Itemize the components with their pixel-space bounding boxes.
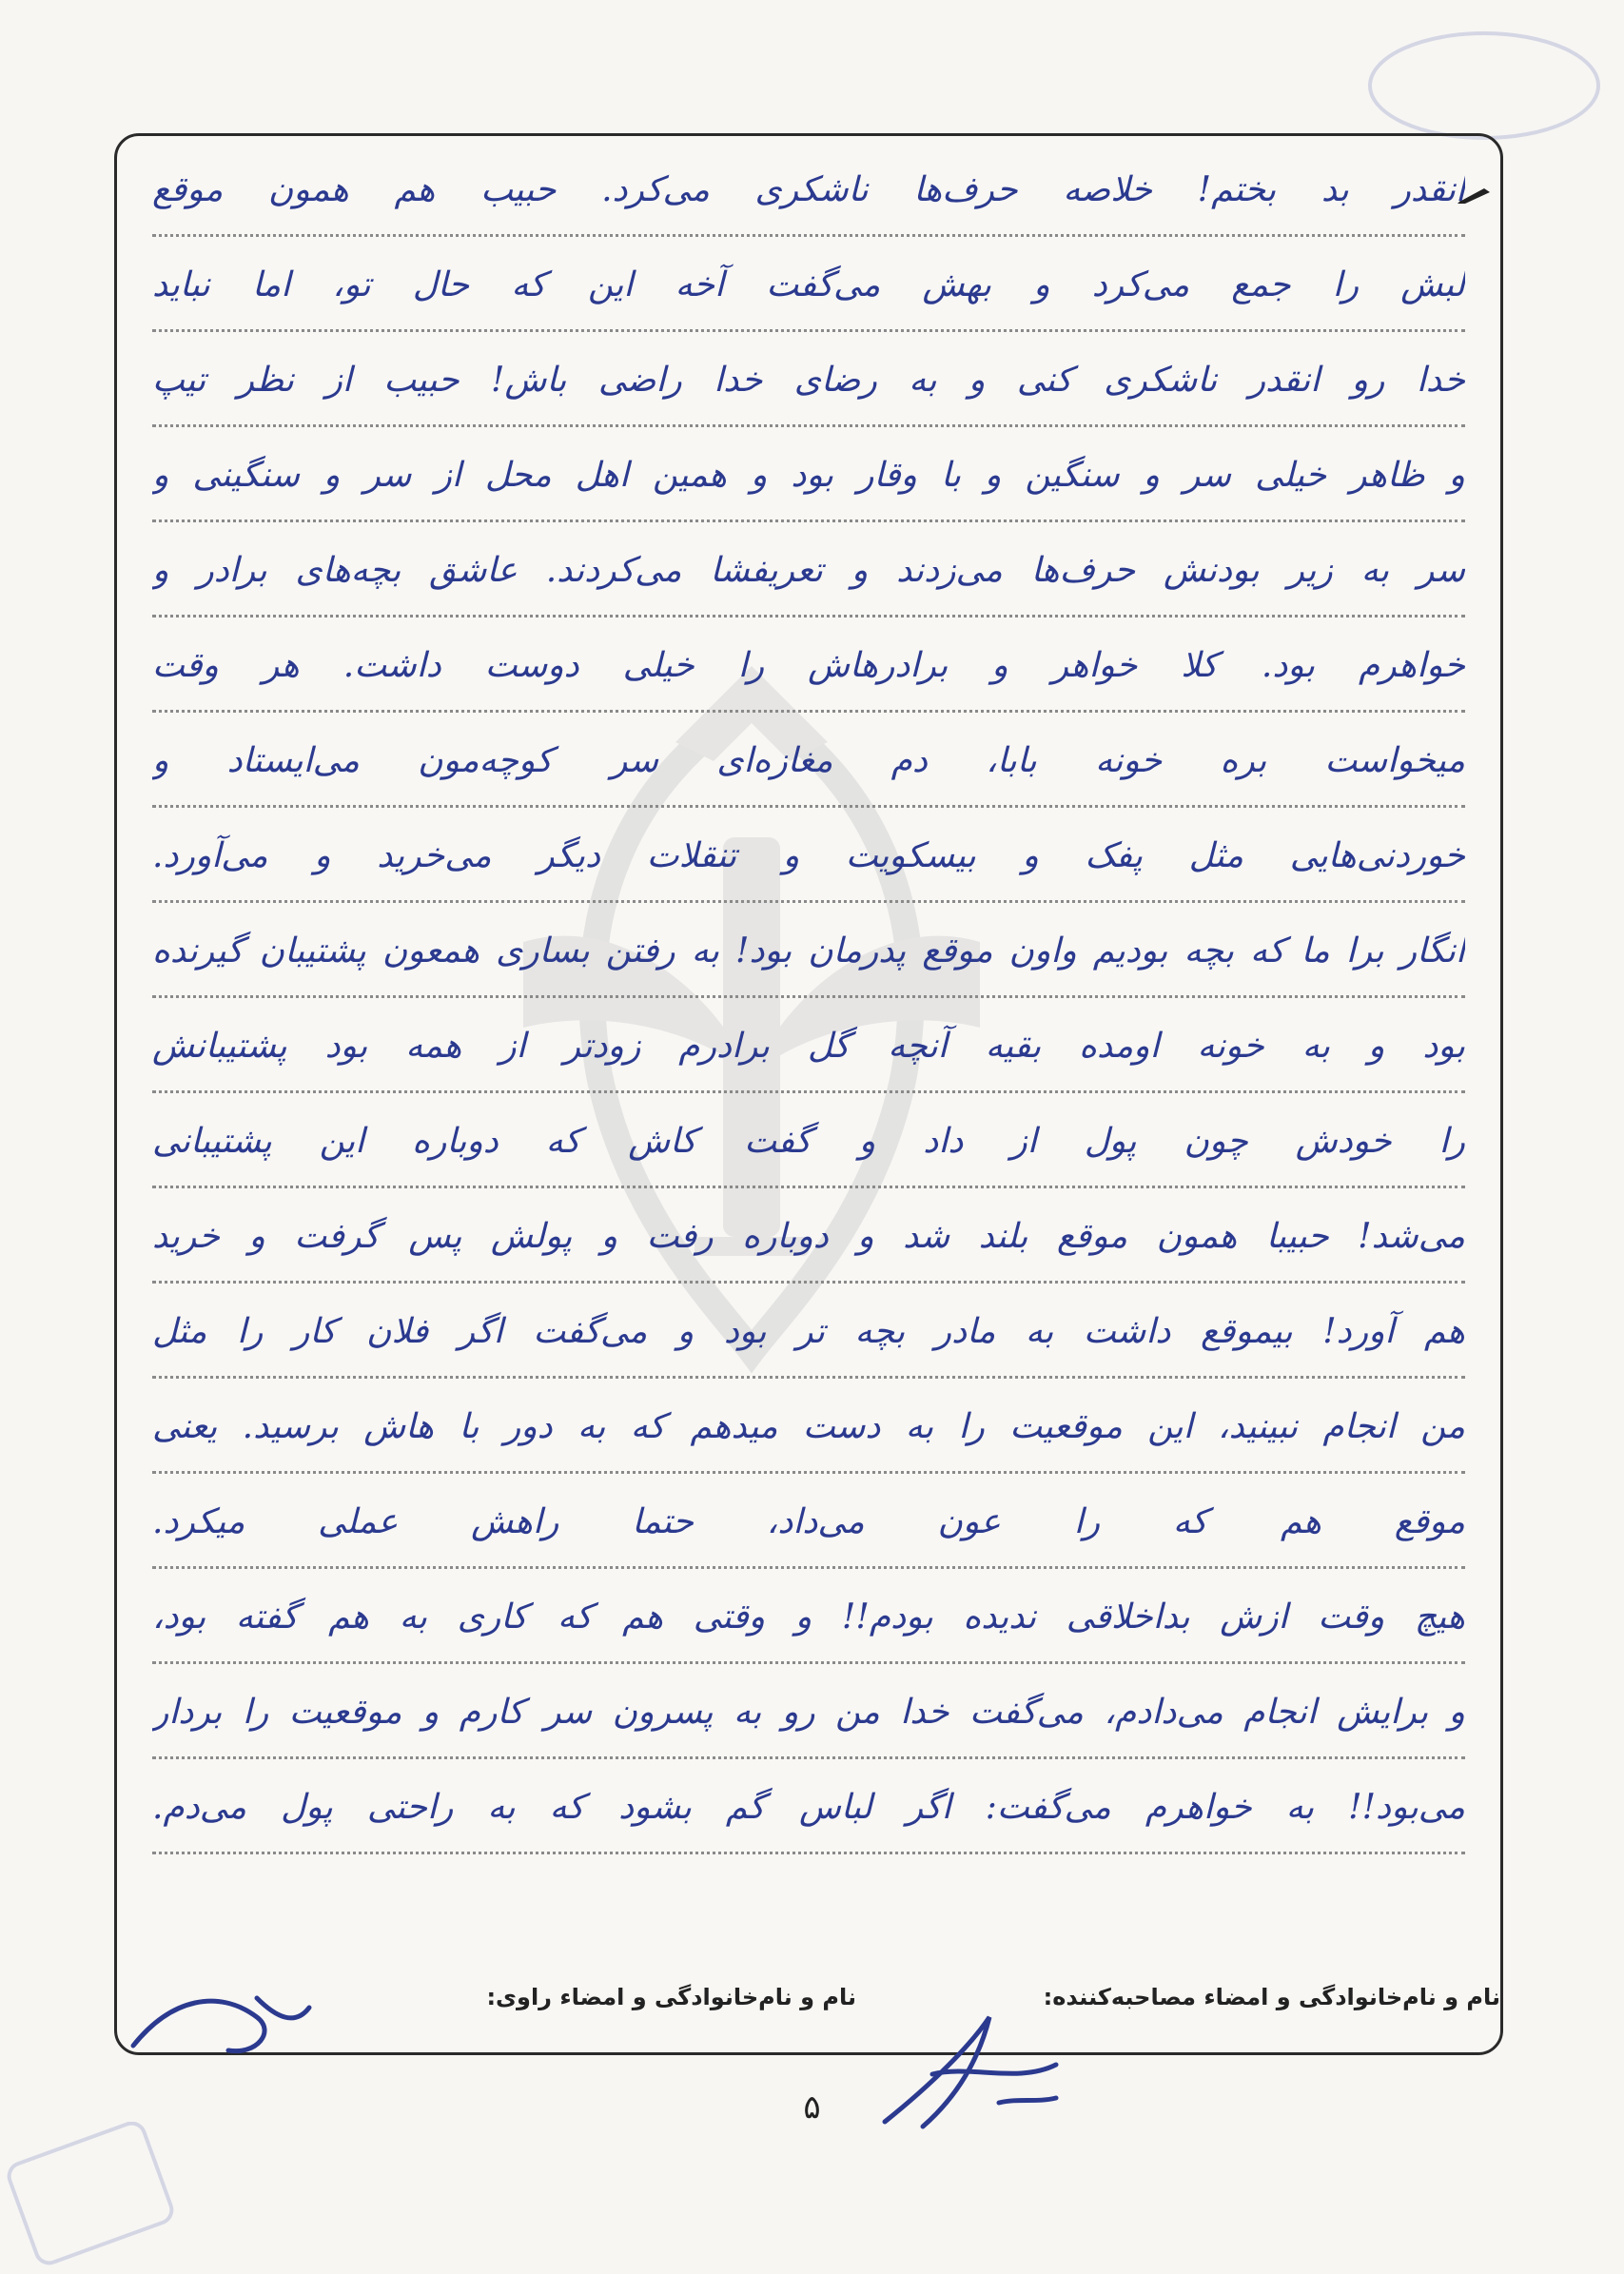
- text-line: می‌بود!! به خواهرم می‌گفت: اگر لباس گم بشود که به راحتی پول می‌دم.: [152, 1779, 1465, 1874]
- text-line: و برایش انجام می‌دادم، می‌گفت خدا من رو به پسرون سر کارم و موقعیت را بردار: [152, 1684, 1465, 1779]
- text-line: انگار برا ما که بچه بودیم واون موقع پدرمان بود! به رفتن بساری همعون پشتیبان گیرنده: [152, 923, 1465, 1018]
- text-line: و ظاهر خیلی سر و سنگین و با وقار بود و همین اهل محل از سر و سنگینی و: [152, 447, 1465, 542]
- text-line: می‌شد! حبیبا همون موقع بلند شد و دوباره رفت و پولش پس گرفت و خرید: [152, 1208, 1465, 1304]
- text-line: هم آورد! بیموقع داشت به مادر بچه تر بود و می‌گفت اگر فلان کار را مثل: [152, 1304, 1465, 1399]
- text-line: خدا رو انقدر ناشکری کنی و به رضای خدا راضی باش! حبیب از نظر تیپ: [152, 352, 1465, 447]
- text-line: هیچ وقت ازش بداخلاقی ندیده بودم!! و وقتی هم که کاری به هم گفته بود،: [152, 1589, 1465, 1684]
- text-line: خواهرم بود. کلا خواهر و برادرهاش را خیلی دوست داشت. هر وقت: [152, 637, 1465, 733]
- text-line: لبش را جمع می‌کرد و بهش می‌گفت آخه این که حال تو، اما نباید: [152, 257, 1465, 352]
- text-line: را خودش چون پول از داد و گفت کاش که دوباره این پشتیبانی: [152, 1113, 1465, 1208]
- narrator-signature: [114, 1960, 323, 2074]
- text-line: بود و به خونه اومده بقیه آنچه گل برادرم زودتر از همه بود پشتیبانش: [152, 1018, 1465, 1113]
- interviewer-signature-label: نام و نام‌خانوادگی و امضاء مصاحبه‌کننده:: [1043, 1984, 1500, 2010]
- text-line: میخواست بره خونه بابا، دم مغازه‌ای سر کوچه‌مون می‌ایستاد و: [152, 733, 1465, 828]
- text-line: موقع هم که را عون می‌داد، حتما راهش عملی میکرد.: [152, 1494, 1465, 1589]
- text-line: سر به زیر بودنش حرف‌ها می‌زدند و تعریفشا می‌کردند. عاشق بچه‌های برادر و: [152, 542, 1465, 637]
- narrator-signature-label: نام و نام‌خانوادگی و امضاء راوی:: [486, 1984, 856, 2010]
- text-line: خوردنی‌هایی مثل پفک و بیسکویت و تنقلات دیگر می‌خرید و می‌آورد.: [152, 828, 1465, 923]
- text-line: انقدر بد بختم! خلاصه حرف‌ها ناشکری می‌کرد. حبیب هم همون موقع: [152, 162, 1465, 257]
- text-line: من انجام نبینید، این موقعیت را به دست میدهم که به دور با هاش برسید. یعنی: [152, 1399, 1465, 1494]
- page-number: ۵: [803, 2088, 821, 2127]
